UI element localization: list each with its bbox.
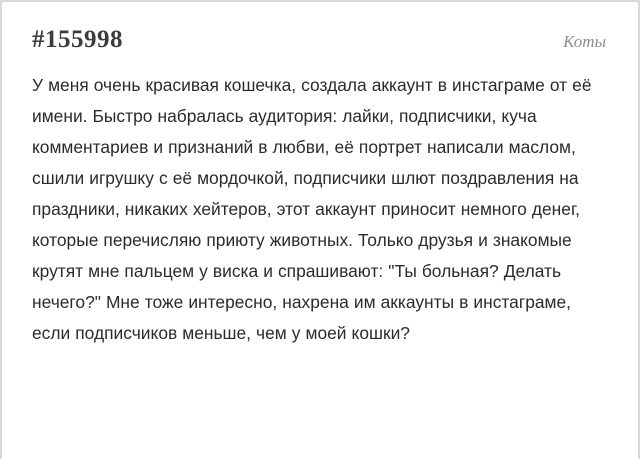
post-id[interactable]: #155998 xyxy=(32,26,123,53)
post-header xyxy=(30,26,610,54)
post-category[interactable]: Коты xyxy=(563,32,606,51)
card-border-left xyxy=(0,0,2,471)
card-border-top xyxy=(0,0,640,2)
post-text: У меня очень красивая кошечка, создала аккаунт в инстаграме от её имени. Быстро набралась аудитория: лайки, подписчики, куча комментариев и признаний в любви, её портрет написали маслом, сшили игрушку с её мордочкой, подписчики шлют поздравления на праздники, никаких хейтеров, этот аккаунт приносит немного денег, которые перечисляю приюту животных. Только друзья и знакомые крутят мне пальцем у виска и спрашивают: "Ты больная? Делать нечего?" Мне тоже интересно, нахрена им аккаунты в инстаграме, если подписчиков меньше, чем у моей кошки? xyxy=(32,75,592,343)
